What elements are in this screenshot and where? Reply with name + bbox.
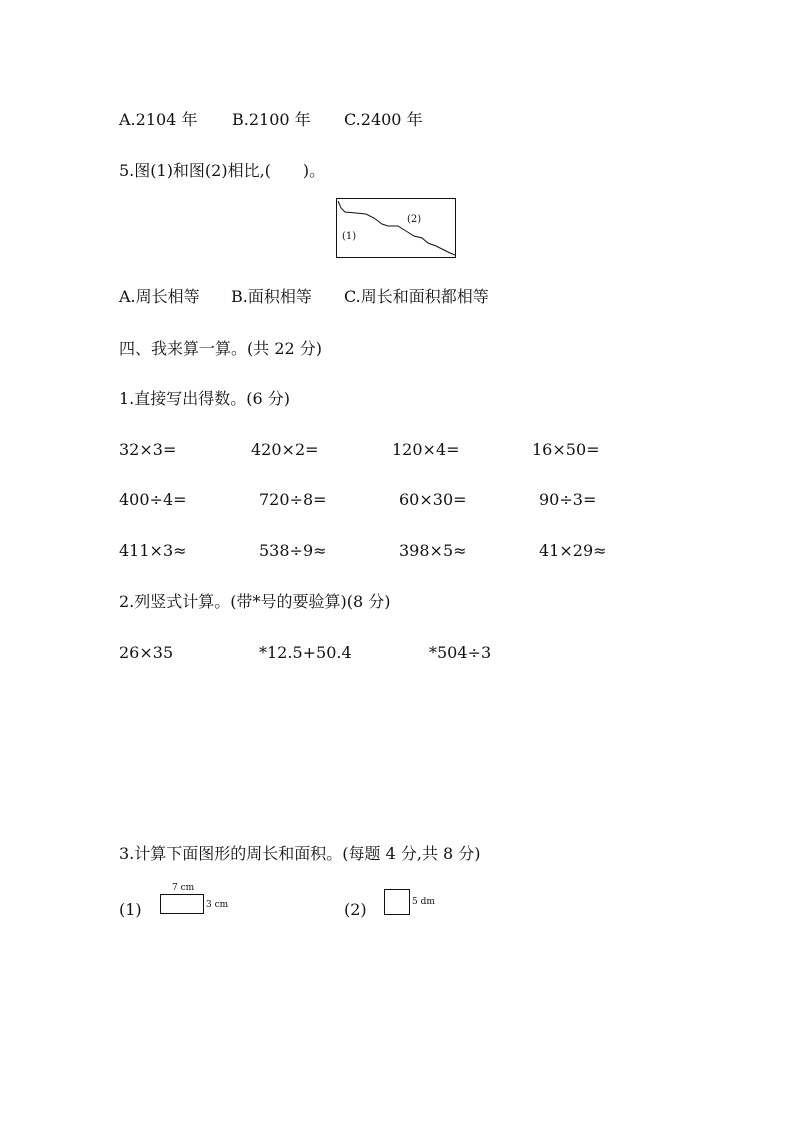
calc-item: 60×30= xyxy=(399,490,467,509)
vertical-calc-item: 26×35 xyxy=(119,643,174,662)
calc-item: 16×50= xyxy=(532,440,600,459)
calc-item: 41×29≈ xyxy=(539,541,607,560)
calc-item: 538÷9≈ xyxy=(259,541,327,560)
calc-item: 398×5≈ xyxy=(399,541,467,560)
calc-item: 400÷4= xyxy=(119,490,187,509)
calc-item: 720÷8= xyxy=(259,490,327,509)
q4-option-a: A.2104 年 xyxy=(119,110,198,129)
q5-figure-label-1: (1) xyxy=(342,231,357,242)
fig1-height-label: 3 cm xyxy=(206,900,229,910)
q5-figure-label-2: (2) xyxy=(407,214,422,225)
vertical-calc-item: *12.5+50.4 xyxy=(259,643,352,662)
fig2-square xyxy=(384,889,410,915)
q5-question: 5.图(1)和图(2)相比,( )。 xyxy=(119,161,326,180)
calc-item: 420×2= xyxy=(251,440,319,459)
fig1-rectangle xyxy=(160,894,204,914)
fig1-width-label: 7 cm xyxy=(172,883,195,893)
fig2-label: (2) xyxy=(344,900,367,919)
calc-item: 120×4= xyxy=(392,440,460,459)
section4-heading: 四、我来算一算。(共 22 分) xyxy=(119,339,323,358)
vertical-calc-item: *504÷3 xyxy=(429,643,492,662)
part3-title: 3.计算下面图形的周长和面积。(每题 4 分,共 8 分) xyxy=(119,844,481,863)
q5-figure-divider-line xyxy=(336,198,456,258)
part2-title: 2.列竖式计算。(带*号的要验算)(8 分) xyxy=(119,592,391,611)
part1-title: 1.直接写出得数。(6 分) xyxy=(119,389,291,408)
q5-option-b: B.面积相等 xyxy=(231,287,312,306)
q5-option-c: C.周长和面积都相等 xyxy=(344,287,489,306)
fig1-label: (1) xyxy=(119,900,142,919)
calc-item: 90÷3= xyxy=(539,490,597,509)
calc-item: 411×3≈ xyxy=(119,541,187,560)
q5-figure xyxy=(336,198,456,258)
fig2-side-label: 5 dm xyxy=(412,897,435,907)
q4-option-b: B.2100 年 xyxy=(232,110,311,129)
q4-option-c: C.2400 年 xyxy=(344,110,423,129)
calc-item: 32×3= xyxy=(119,440,177,459)
q5-option-a: A.周长相等 xyxy=(119,287,200,306)
